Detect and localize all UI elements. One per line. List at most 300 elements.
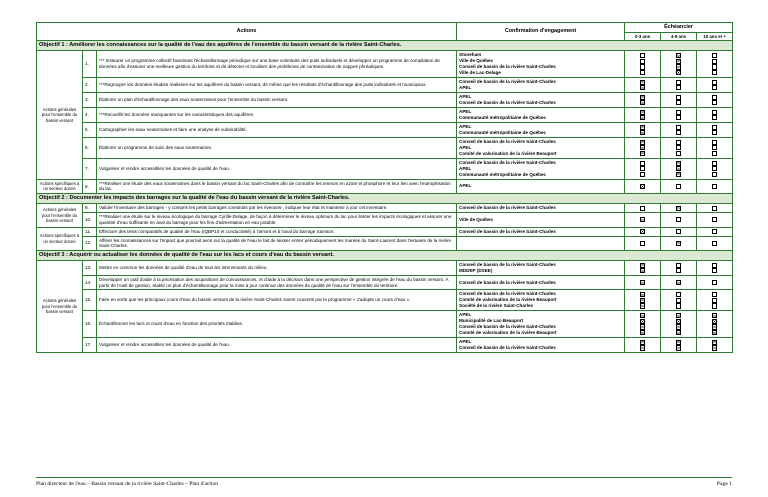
row-confirmation — [457, 93, 625, 108]
row-confirmation — [457, 290, 625, 311]
confirmation-entry: Conseil de bassin de la rivière Saint-Charles — [459, 279, 556, 285]
row-action-text: Élaborer un programme de suivi des eaux souterraines. — [97, 137, 457, 158]
checkbox-4-9[interactable] — [676, 145, 681, 150]
table-row — [37, 260, 733, 275]
checkbox-4-9[interactable] — [676, 263, 681, 268]
checkbox-4-9-cell[interactable] — [661, 51, 697, 78]
checkbox-10plus[interactable] — [712, 115, 717, 120]
checkbox-stack — [627, 280, 658, 285]
table-row — [37, 213, 733, 227]
checkbox-4-9[interactable] — [676, 53, 681, 58]
checkbox-10plus[interactable] — [712, 80, 717, 85]
checkbox-4-9[interactable] — [676, 80, 681, 85]
checkbox-10plus[interactable] — [712, 172, 717, 177]
page-footer — [36, 477, 732, 487]
checkbox-4-9[interactable] — [676, 319, 681, 324]
checkbox-10plus-cell[interactable] — [697, 290, 733, 311]
checkbox-10plus[interactable] — [712, 53, 717, 58]
table-row — [37, 338, 733, 353]
checkbox-0-3-cell[interactable] — [625, 93, 661, 108]
confirmation-entry: APEL — [459, 94, 472, 100]
checkbox-10plus[interactable] — [712, 241, 717, 246]
header-echeancier: Échéancier — [625, 23, 733, 33]
checkbox-stack — [663, 80, 694, 91]
checkbox-0-3[interactable] — [640, 313, 645, 318]
checkbox-stack — [663, 184, 694, 189]
row-action-text: Élaborer un plan d'échantillonnage des eaux souterraines pour l'ensemble du bassin versant. — [97, 93, 457, 108]
row-number: 6. — [83, 137, 97, 158]
row-confirmation — [457, 311, 625, 338]
checkbox-10plus-cell[interactable] — [697, 179, 733, 193]
checkbox-0-3[interactable] — [640, 229, 645, 234]
checkbox-stack — [627, 206, 658, 211]
checkbox-4-9[interactable] — [676, 70, 681, 75]
confirmation-entry: Conseil de bassin de la rivière Saint-Charles — [459, 261, 556, 267]
row-confirmation — [457, 122, 625, 137]
checkbox-0-3[interactable] — [640, 64, 645, 69]
checkbox-10plus[interactable] — [712, 161, 717, 166]
confirmation-entry: Conseil de bassin de la rivière Saint-Charles — [459, 205, 556, 211]
row-number: 13. — [83, 260, 97, 275]
checkbox-stack — [663, 217, 694, 222]
checkbox-0-3-cell[interactable] — [625, 78, 661, 93]
checkbox-stack — [627, 217, 658, 222]
checkbox-4-9[interactable] — [676, 324, 681, 329]
confirmation-entry: MDDEP (DSEE) — [459, 267, 493, 273]
confirmation-entry: Conseil de bassin de la rivière Saint-Charles — [459, 345, 556, 351]
table-row — [37, 158, 733, 179]
checkbox-stack — [663, 263, 694, 274]
checkbox-0-3[interactable] — [640, 100, 645, 105]
row-action-text: Vulgariser et rendre accessibles les données de qualité de l'eau. — [97, 338, 457, 353]
checkbox-0-3[interactable] — [640, 130, 645, 135]
checkbox-stack — [699, 161, 730, 177]
checkbox-0-3[interactable] — [640, 263, 645, 268]
row-action-text: ***Recueillir les données manquantes sur les caractéristiques des aquifères. — [97, 107, 457, 122]
table-row — [37, 179, 733, 193]
checkbox-0-3[interactable] — [640, 85, 645, 90]
checkbox-stack — [627, 95, 658, 106]
row-confirmation — [457, 338, 625, 353]
checkbox-0-3[interactable] — [640, 145, 645, 150]
confirmation-entry: APEL — [459, 165, 472, 171]
checkbox-stack — [699, 95, 730, 106]
table-body — [37, 41, 733, 353]
row-number: 1. — [83, 51, 97, 78]
table-row — [37, 51, 733, 78]
row-number: 15. — [83, 290, 97, 311]
row-action-text: ***Réaliser une étude des eaux souterraines dans le bassin versant du lac Saint-Charles afin de connaître les teneurs en azote et phosphore et leur lien avec l'eutrophisation du lac. — [97, 179, 457, 193]
action-plan-table — [36, 22, 733, 353]
row-action-text: ***Réaliser une étude sur le niveau écologique du barrage Cyrille-Delage, de façon à déterminer le niveau optimum du lac pour limiter les impacts écologiques et assurer une quantité d'eau suffisante en aval du barrage pour les fins d'alimentation en eau potable. — [97, 213, 457, 227]
row-confirmation — [457, 158, 625, 179]
checkbox-10plus-cell[interactable] — [697, 78, 733, 93]
checkbox-0-3-cell[interactable] — [625, 338, 661, 353]
checkbox-4-9-cell[interactable] — [661, 290, 697, 311]
checkbox-4-9-cell[interactable] — [661, 137, 697, 158]
confirmation-entry: APEL — [459, 144, 472, 150]
checkbox-stack — [699, 53, 730, 75]
checkbox-0-3[interactable] — [640, 298, 645, 303]
checkbox-10plus[interactable] — [712, 280, 717, 285]
confirmation-entry: APEL — [459, 183, 472, 189]
checkbox-0-3[interactable] — [640, 268, 645, 273]
checkbox-stack — [699, 217, 730, 222]
table-row — [37, 107, 733, 122]
checkbox-10plus[interactable] — [712, 298, 717, 303]
checkbox-stack — [663, 95, 694, 106]
checkbox-stack — [699, 110, 730, 121]
checkbox-10plus[interactable] — [712, 184, 717, 189]
checkbox-0-3[interactable] — [640, 59, 645, 64]
checkbox-stack — [627, 229, 658, 234]
checkbox-0-3[interactable] — [640, 110, 645, 115]
checkbox-10plus[interactable] — [712, 110, 717, 115]
checkbox-4-9[interactable] — [676, 340, 681, 345]
checkbox-0-3[interactable] — [640, 70, 645, 75]
checkbox-4-9[interactable] — [676, 229, 681, 234]
checkbox-4-9-cell[interactable] — [661, 236, 697, 250]
row-confirmation — [457, 236, 625, 250]
checkbox-4-9-cell[interactable] — [661, 260, 697, 275]
checkbox-stack — [663, 241, 694, 246]
checkbox-0-3-cell[interactable] — [625, 275, 661, 289]
checkbox-10plus-cell[interactable] — [697, 137, 733, 158]
confirmation-entry: Conseil de bassin de la rivière Saint-Charles — [459, 228, 556, 234]
checkbox-0-3[interactable] — [640, 206, 645, 211]
confirmation-entry: Comité de valorisation de la rivière Beauport — [459, 330, 557, 336]
checkbox-stack — [699, 140, 730, 156]
checkbox-10plus[interactable] — [712, 70, 717, 75]
checkbox-4-9[interactable] — [676, 64, 681, 69]
checkbox-4-9[interactable] — [676, 345, 681, 350]
table-row — [37, 204, 733, 213]
checkbox-4-9-cell[interactable] — [661, 311, 697, 338]
checkbox-10plus[interactable] — [712, 303, 717, 308]
checkbox-10plus[interactable] — [712, 64, 717, 69]
checkbox-stack — [627, 110, 658, 121]
checkbox-4-9-cell[interactable] — [661, 204, 697, 213]
confirmation-entry: Ville de Lac-Delage — [459, 70, 501, 76]
checkbox-stack — [663, 161, 694, 177]
checkbox-0-3[interactable] — [640, 53, 645, 58]
checkbox-10plus[interactable] — [712, 217, 717, 222]
group-label: Actions générales pour l'ensemble du bassin versant — [37, 260, 83, 352]
checkbox-10plus[interactable] — [712, 85, 717, 90]
confirmation-entry: Stoneham — [459, 52, 482, 58]
checkbox-stack — [627, 80, 658, 91]
confirmation-entry: Ville de Québec — [459, 216, 494, 222]
row-action-text: Vulgariser et rendre accessibles les données de qualité de l'eau. — [97, 158, 457, 179]
checkbox-0-3[interactable] — [640, 95, 645, 100]
row-number: 10. — [83, 213, 97, 227]
checkbox-0-3[interactable] — [640, 292, 645, 297]
checkbox-10plus[interactable] — [712, 151, 717, 156]
row-action-text: Échantillonner les lacs et cours d'eau en fonction des priorités établies. — [97, 311, 457, 338]
row-confirmation — [457, 213, 625, 227]
checkbox-4-9[interactable] — [676, 125, 681, 130]
row-confirmation — [457, 78, 625, 93]
checkbox-10plus-cell[interactable] — [697, 311, 733, 338]
checkbox-4-9[interactable] — [676, 100, 681, 105]
checkbox-10plus[interactable] — [712, 206, 717, 211]
checkbox-10plus[interactable] — [712, 130, 717, 135]
checkbox-4-9[interactable] — [676, 166, 681, 171]
row-action-text: Faire en sorte que les principaux cours d'eau du bassin versant de la rivière Saint-Charles soient couverts par le programme « J'adopte un cours d'eau ». — [97, 290, 457, 311]
checkbox-stack — [663, 53, 694, 75]
checkbox-10plus-cell[interactable] — [697, 236, 733, 250]
confirmation-entry: Conseil de bassin de la rivière Saint-Charles — [459, 138, 556, 144]
checkbox-10plus-cell[interactable] — [697, 213, 733, 227]
row-confirmation — [457, 51, 625, 78]
checkbox-4-9[interactable] — [676, 110, 681, 115]
checkbox-0-3-cell[interactable] — [625, 213, 661, 227]
checkbox-0-3-cell[interactable] — [625, 51, 661, 78]
checkbox-4-9[interactable] — [676, 59, 681, 64]
checkbox-stack — [699, 263, 730, 274]
footer-page-number: Page 1 — [716, 481, 732, 487]
checkbox-0-3-cell[interactable] — [625, 179, 661, 193]
row-number: 14. — [83, 275, 97, 289]
checkbox-4-9[interactable] — [676, 217, 681, 222]
checkbox-0-3[interactable] — [640, 166, 645, 171]
table-row — [37, 227, 733, 236]
checkbox-4-9-cell[interactable] — [661, 227, 697, 236]
table-header — [37, 23, 733, 41]
checkbox-4-9-cell[interactable] — [661, 158, 697, 179]
checkbox-10plus[interactable] — [712, 95, 717, 100]
table-row — [37, 236, 733, 250]
checkbox-0-3-cell[interactable] — [625, 137, 661, 158]
checkbox-0-3-cell[interactable] — [625, 158, 661, 179]
checkbox-0-3[interactable] — [640, 140, 645, 145]
checkbox-0-3-cell[interactable] — [625, 311, 661, 338]
checkbox-4-9[interactable] — [676, 280, 681, 285]
checkbox-4-9-cell[interactable] — [661, 78, 697, 93]
checkbox-stack — [699, 206, 730, 211]
checkbox-0-3[interactable] — [640, 80, 645, 85]
checkbox-10plus-cell[interactable] — [697, 107, 733, 122]
row-number: 2. — [83, 78, 97, 93]
row-action-text: Développer un outil d'aide à la priorisation des acquisitions de connaissances, et d'aide à la décision dans une perspective de gestion intégrée de l'eau du bassin versant. À partir de l'outil de gestion, établir un plan d'échantillonnage pour la mise à jour continue des données de qualité de l'eau sur l'ensemble du territoire. — [97, 275, 457, 289]
checkbox-10plus[interactable] — [712, 319, 717, 324]
checkbox-10plus-cell[interactable] — [697, 93, 733, 108]
checkbox-10plus[interactable] — [712, 330, 717, 335]
checkbox-0-3[interactable] — [640, 340, 645, 345]
footer-title: Plan directeur de l'eau – Bassin versant de la rivière Saint-Charles – Plan d'action — [36, 481, 219, 487]
row-confirmation — [457, 275, 625, 289]
row-number: 8. — [83, 179, 97, 193]
table-row — [37, 290, 733, 311]
checkbox-stack — [663, 280, 694, 285]
checkbox-0-3[interactable] — [640, 184, 645, 189]
checkbox-10plus[interactable] — [712, 59, 717, 64]
group-label: Actions générales pour l'ensemble du bassin versant — [37, 204, 83, 227]
checkbox-stack — [699, 184, 730, 189]
confirmation-entry: APEL — [459, 312, 472, 318]
confirmation-entry: Communauté métropolitaine de Québec — [459, 171, 547, 177]
checkbox-4-9[interactable] — [676, 330, 681, 335]
checkbox-0-3[interactable] — [640, 217, 645, 222]
checkbox-4-9[interactable] — [676, 298, 681, 303]
checkbox-10plus[interactable] — [712, 268, 717, 273]
checkbox-stack — [627, 140, 658, 156]
checkbox-0-3-cell[interactable] — [625, 122, 661, 137]
confirmation-entry: APEL — [459, 339, 472, 345]
checkbox-0-3[interactable] — [640, 125, 645, 130]
checkbox-4-9[interactable] — [676, 184, 681, 189]
objective-band — [37, 194, 733, 204]
row-confirmation — [457, 137, 625, 158]
checkbox-10plus-cell[interactable] — [697, 158, 733, 179]
confirmation-entry: Conseil de bassin de la rivière Saint-Charles — [459, 100, 556, 106]
checkbox-10plus-cell[interactable] — [697, 275, 733, 289]
checkbox-0-3[interactable] — [640, 241, 645, 246]
header-ech-10: 10 ans et + — [697, 32, 733, 41]
checkbox-stack — [627, 292, 658, 308]
checkbox-0-3-cell[interactable] — [625, 227, 661, 236]
confirmation-entry: Conseil de bassin de la rivière Saint-Charles — [459, 291, 556, 297]
checkbox-stack — [699, 229, 730, 234]
checkbox-4-9[interactable] — [676, 206, 681, 211]
checkbox-0-3[interactable] — [640, 345, 645, 350]
checkbox-10plus[interactable] — [712, 125, 717, 130]
checkbox-0-3[interactable] — [640, 319, 645, 324]
checkbox-stack — [699, 280, 730, 285]
checkbox-10plus-cell[interactable] — [697, 260, 733, 275]
checkbox-4-9[interactable] — [676, 85, 681, 90]
checkbox-stack — [699, 340, 730, 351]
checkbox-stack — [699, 241, 730, 246]
checkbox-10plus-cell[interactable] — [697, 227, 733, 236]
row-confirmation — [457, 179, 625, 193]
checkbox-4-9[interactable] — [676, 313, 681, 318]
checkbox-10plus[interactable] — [712, 100, 717, 105]
checkbox-4-9[interactable] — [676, 241, 681, 246]
checkbox-10plus-cell[interactable] — [697, 51, 733, 78]
confirmation-entry: Municipalité de Lac-Beauport — [459, 318, 524, 324]
checkbox-4-9[interactable] — [676, 268, 681, 273]
checkbox-stack — [627, 184, 658, 189]
header-actions: Actions — [37, 23, 457, 41]
objective-title: Objectif 2 : Documenter les impacts des barrages sur la qualité de l'eau du bassin versant de la rivière Saint-Charles. — [37, 194, 733, 204]
checkbox-4-9[interactable] — [676, 115, 681, 120]
checkbox-4-9[interactable] — [676, 303, 681, 308]
table-row — [37, 122, 733, 137]
checkbox-stack — [627, 161, 658, 177]
checkbox-4-9-cell[interactable] — [661, 275, 697, 289]
row-action-text: Valider l'inventaire des barrages - y compris les petits barrages construits par les riverains-, indiquer leur état et maintenir à jour cet inventaire. — [97, 204, 457, 213]
checkbox-10plus[interactable] — [712, 140, 717, 145]
row-number: 17. — [83, 338, 97, 353]
objective-title: Objectif 1 : Améliorer les connaissances sur la qualité de l'eau des aquifères de l'ensemble du bassin versant de la rivière Saint-Charles. — [37, 41, 733, 51]
checkbox-0-3[interactable] — [640, 280, 645, 285]
checkbox-stack — [627, 241, 658, 246]
checkbox-4-9-cell[interactable] — [661, 213, 697, 227]
checkbox-10plus[interactable] — [712, 292, 717, 297]
checkbox-0-3[interactable] — [640, 324, 645, 329]
checkbox-4-9[interactable] — [676, 95, 681, 100]
checkbox-0-3-cell[interactable] — [625, 236, 661, 250]
checkbox-stack — [627, 263, 658, 274]
row-confirmation — [457, 260, 625, 275]
checkbox-10plus[interactable] — [712, 229, 717, 234]
checkbox-stack — [627, 313, 658, 335]
checkbox-10plus[interactable] — [712, 324, 717, 329]
checkbox-4-9[interactable] — [676, 130, 681, 135]
checkbox-0-3-cell[interactable] — [625, 107, 661, 122]
checkbox-0-3[interactable] — [640, 115, 645, 120]
row-number: 12. — [83, 236, 97, 250]
checkbox-0-3[interactable] — [640, 172, 645, 177]
checkbox-4-9[interactable] — [676, 292, 681, 297]
checkbox-10plus-cell[interactable] — [697, 122, 733, 137]
header-confirmation: Confirmation d'engagement — [457, 23, 625, 41]
checkbox-4-9-cell[interactable] — [661, 93, 697, 108]
checkbox-stack — [663, 292, 694, 308]
row-action-text: Cartographier les eaux souterraines et faire une analyse de vulnérabilité. — [97, 122, 457, 137]
checkbox-4-9-cell[interactable] — [661, 179, 697, 193]
checkbox-0-3-cell[interactable] — [625, 290, 661, 311]
confirmation-entry: APEL — [459, 108, 472, 114]
checkbox-4-9[interactable] — [676, 140, 681, 145]
checkbox-stack — [627, 340, 658, 351]
objective-title: Objectif 3 : Acquérir ou actualiser les données de qualité de l'eau sur les lacs et cours d'eau du bassin versant. — [37, 251, 733, 261]
checkbox-10plus[interactable] — [712, 145, 717, 150]
checkbox-0-3[interactable] — [640, 151, 645, 156]
checkbox-10plus-cell[interactable] — [697, 204, 733, 213]
checkbox-4-9-cell[interactable] — [661, 338, 697, 353]
checkbox-stack — [663, 206, 694, 211]
checkbox-10plus[interactable] — [712, 345, 717, 350]
confirmation-entry: APEL — [459, 85, 472, 91]
checkbox-0-3[interactable] — [640, 161, 645, 166]
checkbox-10plus[interactable] — [712, 263, 717, 268]
checkbox-4-9-cell[interactable] — [661, 122, 697, 137]
row-number: 7. — [83, 158, 97, 179]
row-action-text: Effectuer des tests comparatifs de qualité de l'eau (IQBP10 et conductivité) à l'amont et à l'aval du barrage Samson. — [97, 227, 457, 236]
checkbox-stack — [663, 125, 694, 136]
checkbox-4-9[interactable] — [676, 172, 681, 177]
confirmation-entry: Conseil de bassin de la rivière Saint-Charles — [459, 64, 556, 70]
checkbox-10plus[interactable] — [712, 166, 717, 171]
row-action-text: Mettre en commun les données de qualité d'eau de tous les intervenants du milieu. — [97, 260, 457, 275]
confirmation-entry: Conseil de bassin de la rivière Saint-Charles — [459, 159, 556, 165]
checkbox-4-9-cell[interactable] — [661, 107, 697, 122]
checkbox-10plus-cell[interactable] — [697, 338, 733, 353]
objective-band — [37, 41, 733, 51]
checkbox-0-3[interactable] — [640, 330, 645, 335]
row-action-text: *** Instaurer un programme collectif favorisant l'échantillonnage périodique sur une base volontaire des puits individuels et développer un programme de compilation de données afin d'assurer une meilleure gestion du territoire et de détecter et localiser des problèmes de contamination de nappes phréatiques. — [97, 51, 457, 78]
row-number: 9. — [83, 204, 97, 213]
checkbox-4-9[interactable] — [676, 161, 681, 166]
confirmation-entry: APEL — [459, 123, 472, 129]
checkbox-0-3-cell[interactable] — [625, 204, 661, 213]
checkbox-10plus[interactable] — [712, 313, 717, 318]
checkbox-0-3[interactable] — [640, 303, 645, 308]
checkbox-4-9[interactable] — [676, 151, 681, 156]
checkbox-0-3-cell[interactable] — [625, 260, 661, 275]
checkbox-stack — [663, 313, 694, 335]
row-confirmation — [457, 227, 625, 236]
row-number: 4. — [83, 107, 97, 122]
row-number: 3. — [83, 93, 97, 108]
row-action-text: Affiner les connaissances sur l'impact que pourrait avoir sur la qualité de l'eau le fait de laisser entrer périodiquement les marées du Saint-Laurent dans l'estuaire de la rivière Saint-Charles. — [97, 236, 457, 250]
header-ech-4-9: 4-9 ans — [661, 32, 697, 41]
checkbox-10plus[interactable] — [712, 340, 717, 345]
checkbox-stack — [663, 229, 694, 234]
checkbox-stack — [663, 110, 694, 121]
